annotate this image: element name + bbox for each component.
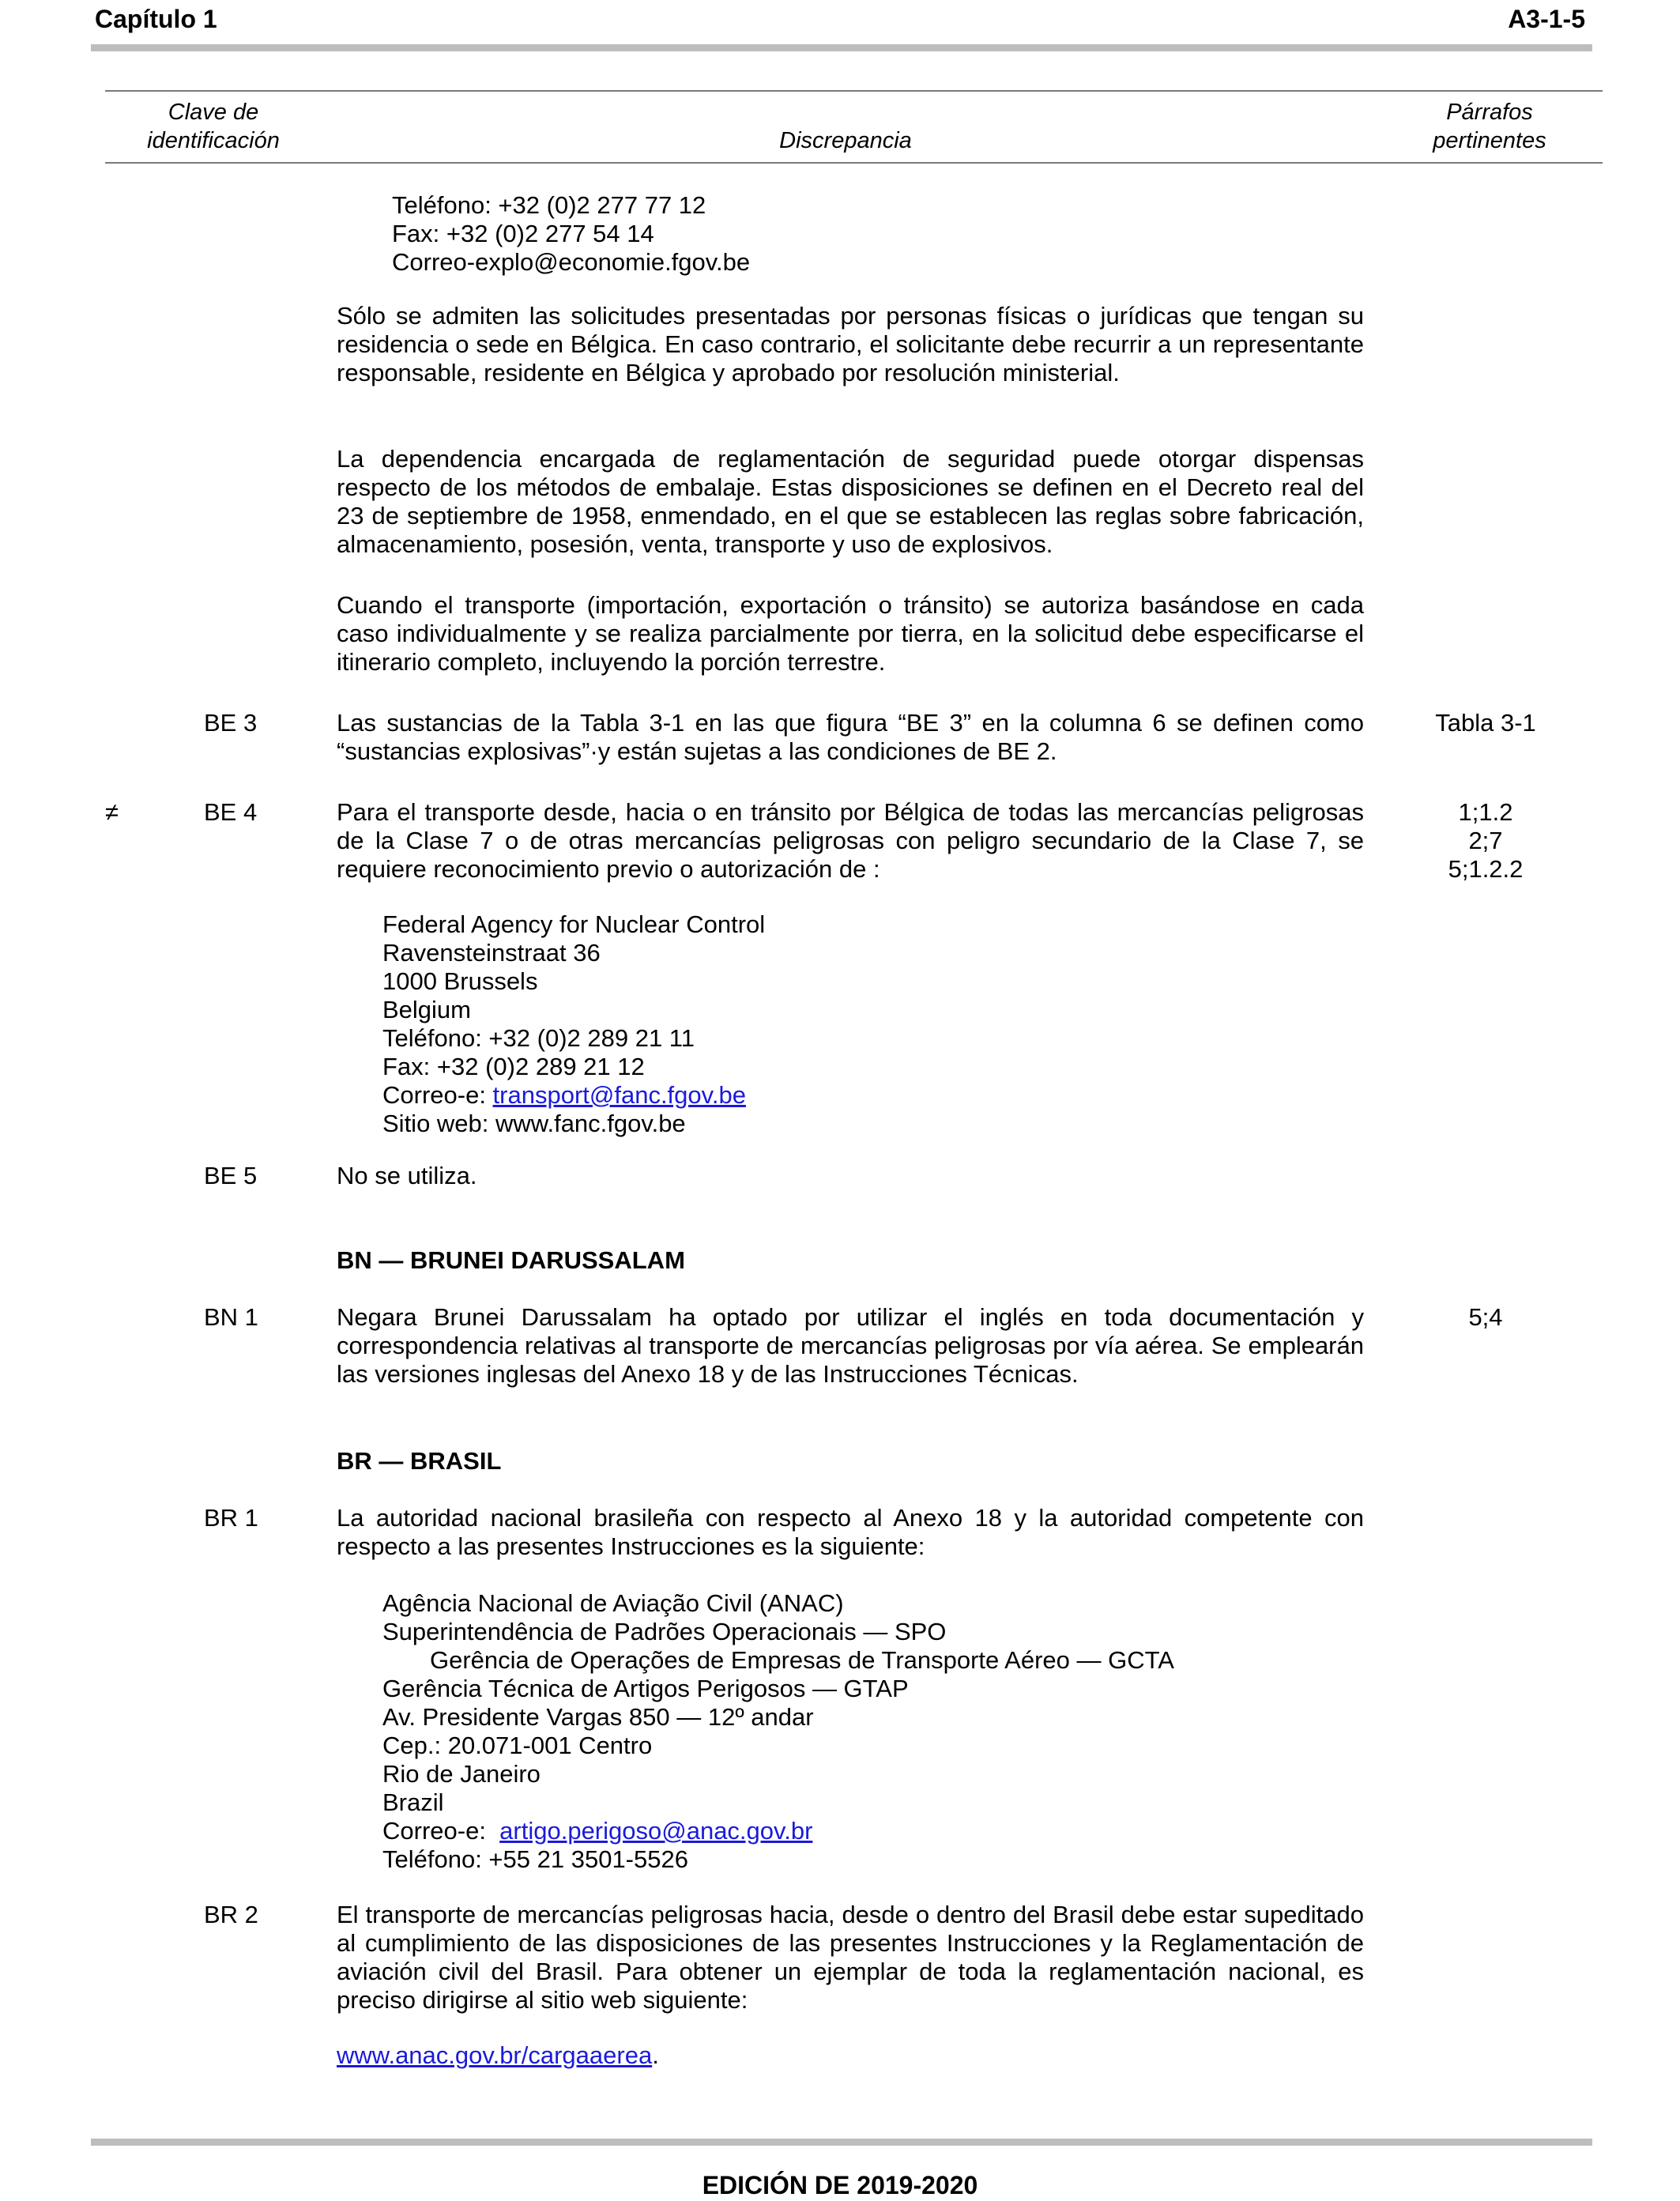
key-br1: BR 1 xyxy=(204,1504,258,1532)
ref-bn1: 5;4 xyxy=(1468,1303,1503,1331)
table-top-rule xyxy=(105,90,1603,92)
text-bn1: Negara Brunei Darussalam ha optado por utilizar el inglés en toda documentación y correspondencia relativas al transporte de mercancías peligrosas por vía aérea. Se emplearán las versiones inglesas del Anexo 18 y de las Instrucciones Técnicas. xyxy=(337,1303,1364,1388)
column-header-key: Clave de identificación xyxy=(147,100,280,153)
paragraph-residence: Sólo se admiten las solicitudes presentadas por personas físicas o jurídicas que tengan su residencia o sede en Bélgica. En caso contrario, el solicitante debe recurrir a un representante responsable, residente en Bélgica y aprobado por resolución ministerial. xyxy=(337,302,1364,386)
text-br2: El transporte de mercancías peligrosas hacia, desde o dentro del Brasil debe estar supeditado al cumplimiento de las disposiciones de las presentes Instrucciones y la Reglamentación de aviación civil del Brasil. Para obtener un ejemplar de toda la reglamentación nacional, es preciso dirigirse al sitio web siguiente: xyxy=(337,1901,1364,2014)
refs-be4: 1;1.2 2;7 5;1.2.2 xyxy=(1448,798,1524,883)
text-be4: Para el transporte desde, hacia o en tránsito por Bélgica de todas las mercancías peligrosas de la Clase 7 o de otras mercancías peligrosas con peligro secundario de la Clase 7, se requiere reconocimiento previo o autorización de : xyxy=(337,798,1364,883)
address-anac: Agência Nacional de Aviação Civil (ANAC) Superintendência de Padrões Operacionais — SPO Gerência de Operações de Empresas de Transporte Aéreo — GCTA Gerência Técnica de Artigos Perigosos — GTAP Av. Presidente Vargas 850 — 12º andar Cep.: 20.071-001 Centro Rio de Janeiro Brazil Correo-e: artigo.perigoso@anac.gov.br Teléfono: +55 21 3501-5526 xyxy=(382,1589,1174,1873)
email-link-fanc[interactable]: transport@fanc.fgov.be xyxy=(492,1081,746,1109)
key-be3: BE 3 xyxy=(204,709,258,737)
change-mark: ≠ xyxy=(105,798,119,826)
website-fanc: Sitio web: www.fanc.fgov.be xyxy=(382,1110,686,1137)
key-br2: BR 2 xyxy=(204,1901,258,1928)
section-heading-brunei: BN — BRUNEI DARUSSALAM xyxy=(337,1246,685,1274)
header-rule xyxy=(91,44,1592,51)
section-heading-brasil: BR — BRASIL xyxy=(337,1447,502,1475)
address-block-top: Teléfono: +32 (0)2 277 77 12 Fax: +32 (0)2 277 54 14 Correo-explo@economie.fgov.be xyxy=(392,191,751,276)
website-link-anac[interactable]: www.anac.gov.br/cargaaerea xyxy=(337,2041,653,2069)
ref-be3: Tabla 3-1 xyxy=(1435,709,1536,737)
column-header-refs: Párrafos pertinentes xyxy=(1433,100,1546,153)
edition-footer: EDICIÓN DE 2019-2020 xyxy=(702,2171,978,2199)
email-link-anac[interactable]: artigo.perigoso@anac.gov.br xyxy=(499,1817,813,1845)
paragraph-itinerary: Cuando el transporte (importación, exportación o tránsito) se autoriza basándose en cada caso individualmente y se realiza parcialmente por tierra, en la solicitud debe especificarse el itinerario completo, incluyendo la porción terrestre. xyxy=(337,591,1364,676)
anac-website-line: www.anac.gov.br/cargaaerea. xyxy=(337,2041,659,2069)
key-be4: BE 4 xyxy=(204,798,258,826)
footer-rule xyxy=(91,2139,1592,2146)
table-header-rule xyxy=(105,162,1603,164)
text-br1: La autoridad nacional brasileña con respecto al Anexo 18 y la autoridad competente con respecto a las presentes Instrucciones es la siguiente: xyxy=(337,1504,1364,1560)
column-header-discrepancy: Discrepancia xyxy=(779,128,912,153)
text-be5: No se utiliza. xyxy=(337,1162,477,1189)
key-be5: BE 5 xyxy=(204,1162,258,1189)
key-bn1: BN 1 xyxy=(204,1303,258,1331)
text-be3: Las sustancias de la Tabla 3-1 en las que figura “BE 3” en la columna 6 se definen como “sustancias explosivas”·y están sujetas a las condiciones de BE 2. xyxy=(337,709,1364,765)
page-number: A3-1-5 xyxy=(1508,5,1585,33)
address-fanc: Federal Agency for Nuclear Control Ravensteinstraat 36 1000 Brussels Belgium Teléfono: +32 (0)2 289 21 11 Fax: +32 (0)2 289 21 12 Correo-e: transport@fanc.fgov.be Sitio web: www.fanc.fgov.be xyxy=(382,910,766,1137)
chapter-title: Capítulo 1 xyxy=(95,5,217,33)
paragraph-dispensation: La dependencia encargada de reglamentación de seguridad puede otorgar dispensas respecto de los métodos de embalaje. Estas disposiciones se definen en el Decreto real del 23 de septiembre de 1958, enmendado, en el que se establecen las reglas sobre fabricación, almacenamiento, posesión, venta, transporte y uso de explosivos. xyxy=(337,445,1364,558)
